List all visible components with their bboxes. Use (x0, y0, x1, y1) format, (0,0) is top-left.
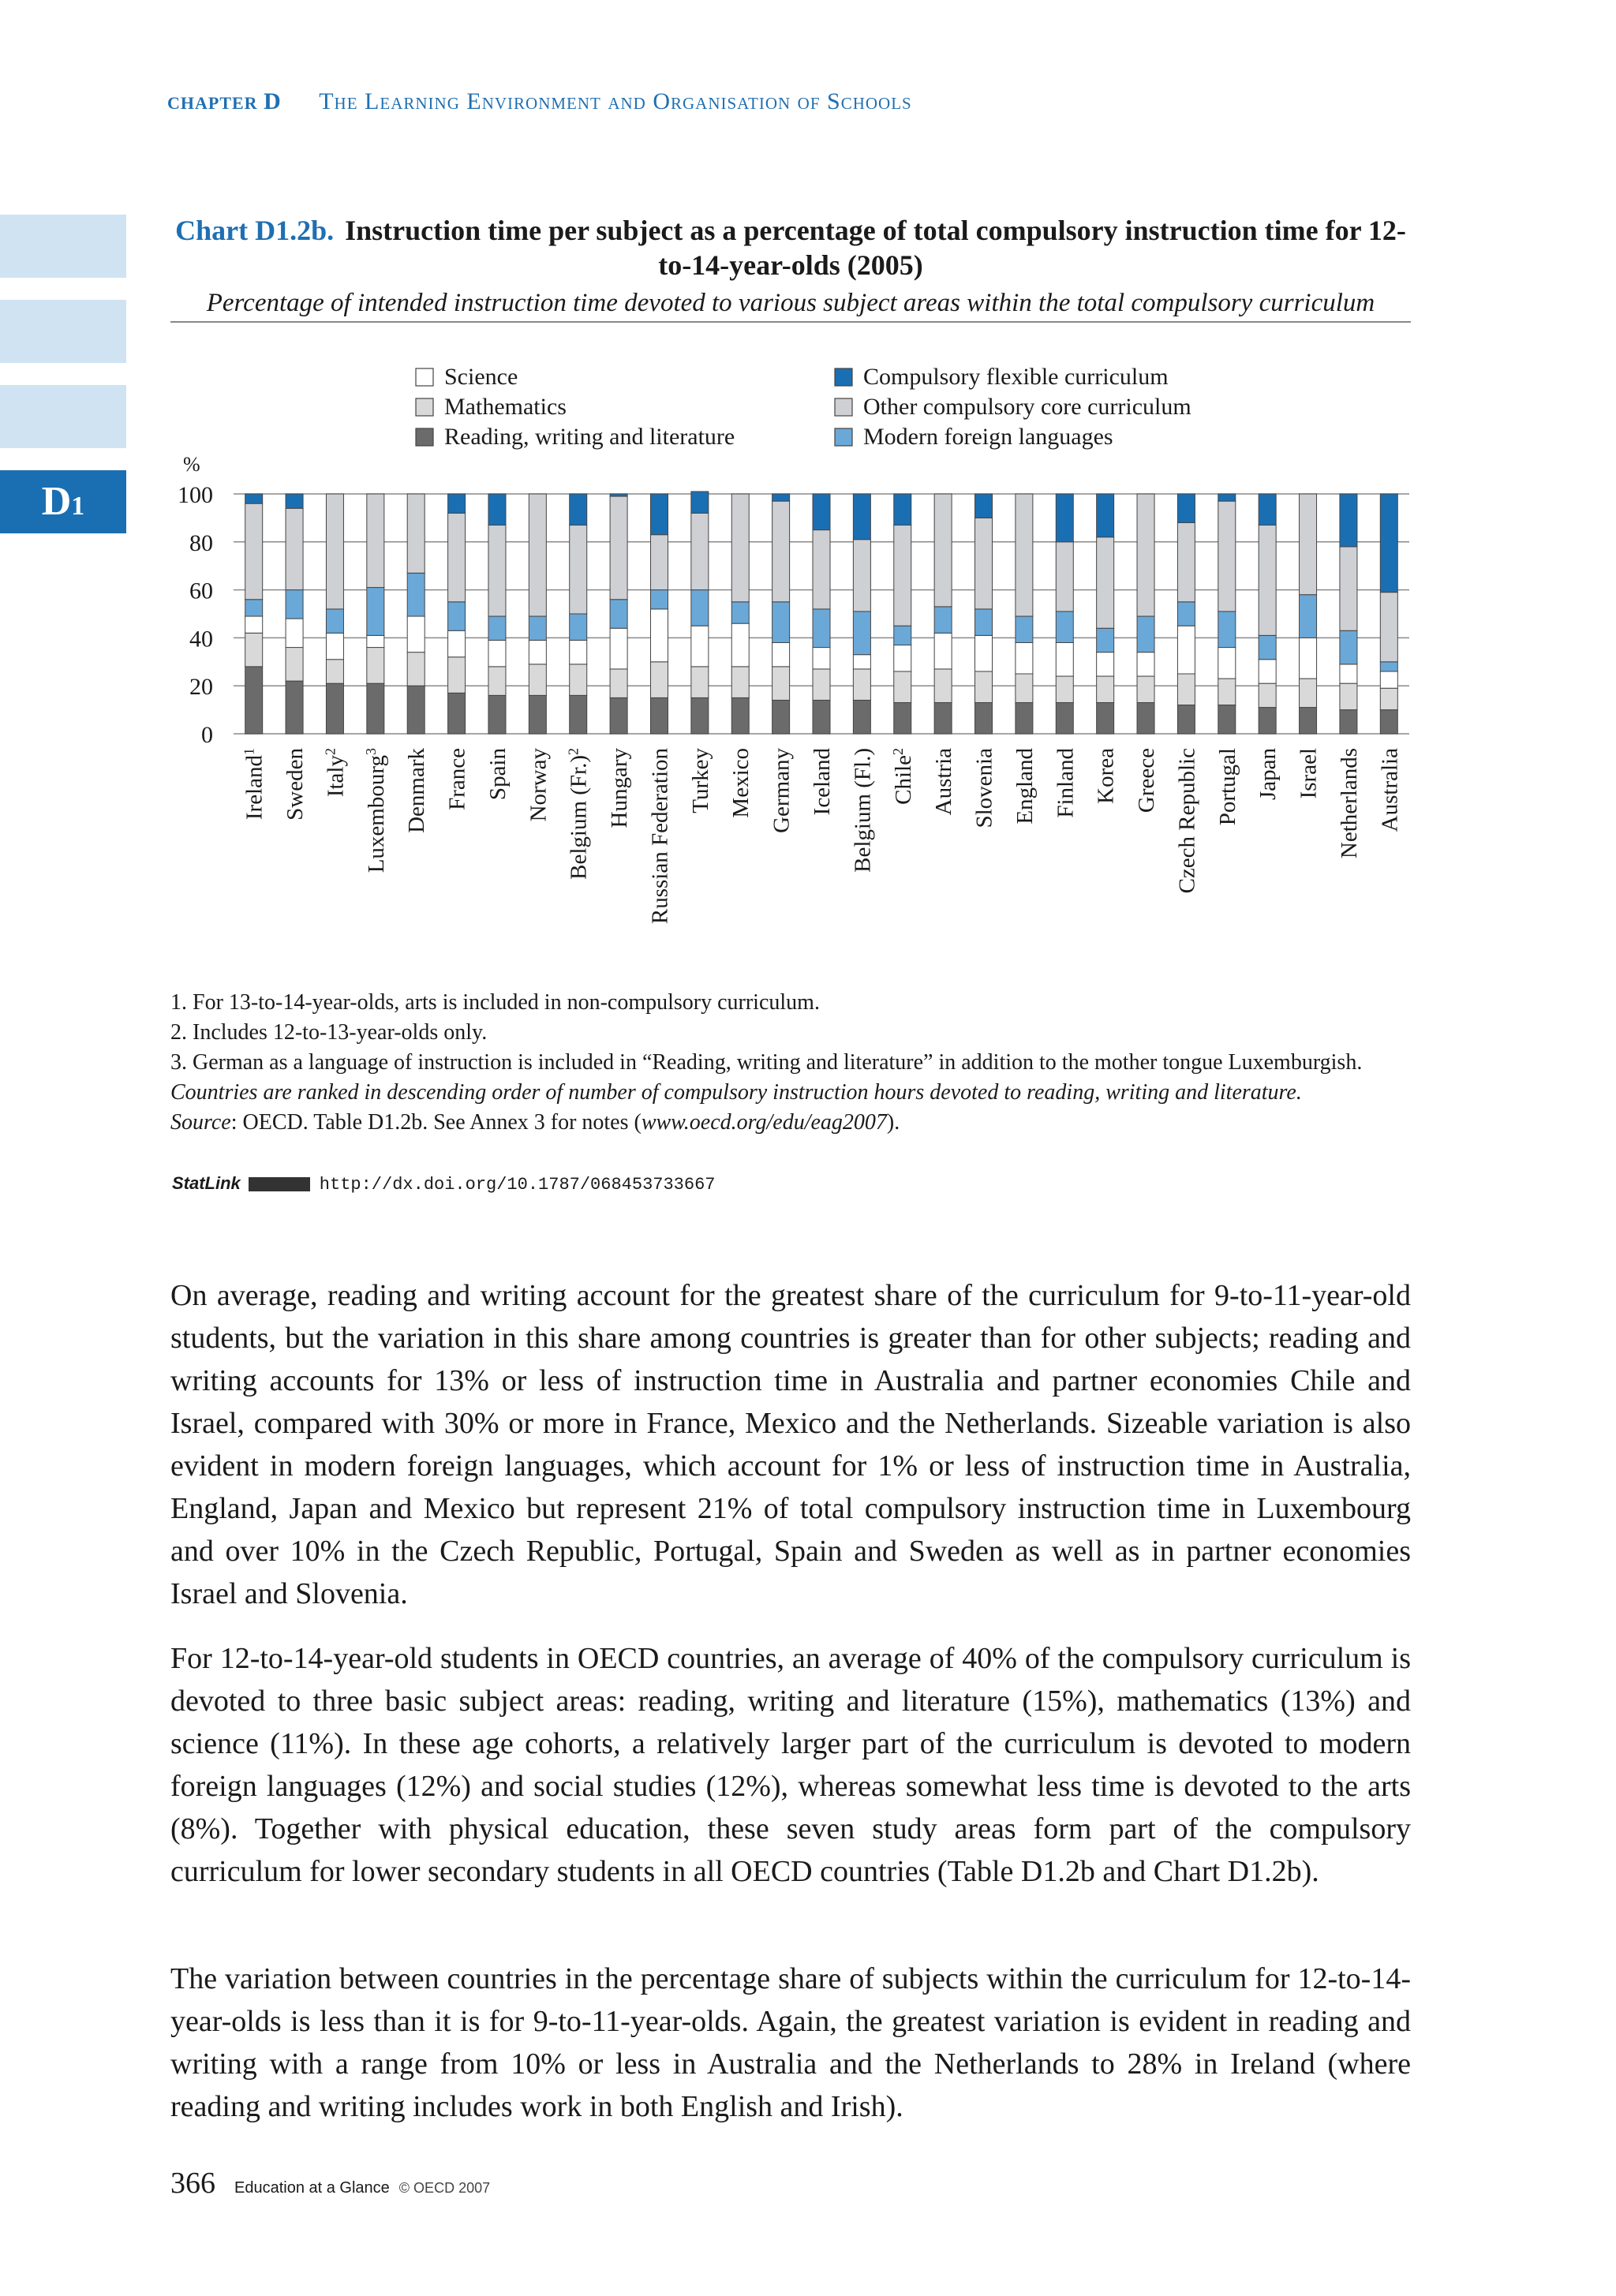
bar-segment (245, 494, 263, 503)
bar-segment (1097, 653, 1114, 676)
bar-segment (1300, 494, 1317, 595)
page-number: 366 (170, 2167, 215, 2200)
bar-segment (488, 616, 506, 640)
bar-segment (1300, 638, 1317, 679)
bar-segment (570, 664, 587, 696)
bar-segment (286, 648, 303, 682)
bar-segment (488, 695, 506, 734)
bar-segment (488, 525, 506, 617)
page-footer (170, 2166, 490, 2201)
bar-segment (650, 535, 668, 590)
bar-segment (326, 683, 343, 734)
ranking-note: Countries are ranked in descending order of number of compulsory instruction hours devoted to reading, writing and literature. (170, 1080, 1302, 1105)
category-label: Slovenia (971, 748, 997, 828)
category-superscript: 2 (565, 748, 582, 755)
category-label: Italy$^2$ (322, 748, 349, 798)
bar-segment (853, 669, 870, 701)
legend-label: Compulsory flexible curriculum (863, 364, 1169, 390)
bar-segment (1259, 525, 1276, 636)
bar-segment (1380, 688, 1397, 709)
bar-segment (367, 494, 384, 588)
bar-segment (731, 623, 749, 667)
bar-segment (529, 616, 546, 640)
category-label: Australia (1377, 748, 1403, 832)
category-label: Hungary (607, 748, 633, 828)
body-paragraph: The variation between countries in the percentage share of subjects within the curriculum for 12-to-14-year-olds is less than it is for 9-to-11-year-olds. Again, the greatest variation is evident in reading and writing with a range from 10% or less in Australia and the Netherlands to 28% in Ireland (where reading and writing includes work in both English and Irish). (170, 1962, 1411, 2123)
category-label: Turkey (687, 748, 713, 813)
bar-segment (1177, 494, 1195, 522)
bar-segment (1300, 679, 1317, 707)
bar-segment (813, 669, 830, 701)
bar-segment (1218, 494, 1236, 501)
category-superscript: 1 (241, 748, 257, 755)
bar-segment (1177, 522, 1195, 601)
bar-segment (1016, 702, 1033, 734)
bar-segment (245, 667, 263, 734)
statlink-logo-icon (249, 1177, 310, 1191)
bar-segment (1218, 648, 1236, 679)
category-label: Spain (484, 748, 511, 801)
bar-segment (286, 590, 303, 619)
bar-segment (650, 662, 668, 698)
bar-segment (1056, 494, 1073, 542)
note-1: 1. For 13-to-14-year-olds, arts is included in non-compulsory curriculum. (170, 990, 820, 1015)
bar-segment (1016, 494, 1033, 616)
category-label: Austria (931, 748, 957, 816)
legend-swatch (835, 368, 852, 386)
bar-segment (488, 494, 506, 525)
source-text: : OECD. Table D1.2b. See Annex 3 for notes ( (230, 1110, 642, 1135)
bar-segment (934, 494, 952, 607)
category-label: Japan (1255, 748, 1281, 801)
bar-segment (813, 530, 830, 609)
y-tick-label: 20 (189, 674, 213, 701)
bar-segment (448, 494, 466, 513)
bar-segment (650, 494, 668, 535)
bar-segment (610, 496, 627, 600)
category-superscript: 2 (322, 748, 339, 755)
bar-segment (1137, 616, 1154, 653)
bar-segment (1016, 642, 1033, 674)
y-tick-label: 80 (189, 529, 213, 556)
bar-segment (326, 494, 343, 609)
bar-segment (975, 702, 993, 734)
bar-segment (975, 518, 993, 609)
category-label: France (444, 748, 470, 810)
bar-segment (650, 609, 668, 662)
bar-segment (1177, 674, 1195, 705)
bar-segment (894, 626, 911, 645)
bar-segment (934, 633, 952, 669)
bar-segment (853, 540, 870, 611)
category-label: Iceland (810, 748, 835, 816)
bar-segment (772, 602, 790, 643)
bar-segment (1056, 702, 1073, 734)
bar-segment (367, 635, 384, 647)
bar-segment (286, 681, 303, 734)
bar-segment (1016, 616, 1033, 642)
bar-segment (975, 671, 993, 703)
bar-segment (1097, 537, 1114, 629)
bar-segment (1259, 660, 1276, 683)
bar-segment (570, 525, 587, 614)
bar-segment (1340, 494, 1357, 547)
bar-segment (1097, 676, 1114, 702)
bar-segment (488, 640, 506, 666)
note-3: 3. German as a language of instruction is included in “Reading, writing and literature” in addition to the mother tongue Luxemburgish. (170, 1050, 1363, 1075)
chart-title-text: Instruction time per subject as a percentage of total compulsory instruction time for 12-to-14-year-olds (2005) (345, 215, 1406, 281)
source-label: Source (170, 1110, 231, 1135)
bar-segment (1016, 674, 1033, 702)
bar-segment (529, 664, 546, 696)
legend-swatch (835, 428, 852, 446)
legend-label: Mathematics (444, 394, 567, 420)
bar-segment (286, 494, 303, 508)
bar-segment (1177, 705, 1195, 734)
bar-segment (1137, 702, 1154, 734)
category-label: Czech Republic (1174, 748, 1200, 894)
bar-segment (1137, 653, 1154, 676)
category-label: Netherlands (1336, 748, 1362, 859)
y-axis-label: % (183, 453, 200, 476)
bar-segment (1300, 595, 1317, 638)
bar-segment (570, 494, 587, 525)
bar-segment (1259, 635, 1276, 659)
y-tick-label: 60 (189, 578, 213, 604)
bar-segment (1259, 683, 1276, 707)
category-label: Russian Federation (647, 748, 673, 925)
category-label: Denmark (404, 748, 430, 833)
bar-segment (245, 633, 263, 667)
bar-segment (407, 616, 425, 653)
bar-segment (407, 573, 425, 616)
bar-segment (610, 494, 627, 496)
section-title: The Learning Environment and Organisation of Schools (319, 88, 912, 114)
category-label: Sweden (282, 748, 309, 821)
category-label: Chile$^2$ (889, 748, 916, 805)
category-label: Korea (1093, 748, 1119, 804)
bar-segment (245, 503, 263, 600)
category-label: Ireland$^1$ (241, 748, 267, 821)
bar-segment (1097, 494, 1114, 537)
bar-segment (813, 494, 830, 530)
bar-segment (448, 513, 466, 601)
bar-segment (691, 697, 709, 734)
bar-segment (326, 660, 343, 683)
bar-segment (1340, 547, 1357, 630)
legend-swatch (416, 398, 433, 416)
stacked-bar-chart (0, 0, 1616, 970)
category-superscript: 2 (889, 748, 906, 755)
bar-segment (1097, 628, 1114, 652)
bar-segment (691, 667, 709, 698)
bar-segment (286, 619, 303, 647)
bar-segment (1340, 664, 1357, 683)
category-label: Portugal (1214, 748, 1240, 826)
bar-segment (1380, 593, 1397, 662)
bar-segment (1259, 494, 1276, 525)
chart-notes (170, 988, 1417, 1138)
bar-segment (772, 700, 790, 734)
bar-segment (407, 494, 425, 573)
side-tab-code: D (41, 479, 72, 524)
bar-segment (1380, 671, 1397, 688)
bar-segment (975, 494, 993, 518)
bar-segment (367, 648, 384, 684)
bar-segment (1056, 676, 1073, 702)
note-2: 2. Includes 12-to-13-year-olds only. (170, 1020, 488, 1045)
bar-segment (1056, 642, 1073, 676)
category-label: Belgium $(Fr.)^2$ (565, 748, 592, 880)
bar-segment (407, 686, 425, 734)
source-end: ). (886, 1110, 900, 1135)
legend-swatch (835, 398, 852, 416)
chapter-letter: D (264, 88, 282, 114)
copyright: © OECD 2007 (398, 2180, 491, 2196)
bar-segment (650, 697, 668, 734)
bar-segment (1380, 662, 1397, 671)
bar-segment (1177, 602, 1195, 626)
statlink-label: StatLink (172, 1173, 241, 1193)
chapter-word: CHAPTER (167, 93, 258, 113)
category-label: Finland (1053, 748, 1079, 818)
bar-segment (570, 695, 587, 734)
bar-segment (691, 513, 709, 589)
bar-segment (1056, 542, 1073, 611)
bar-segment (367, 588, 384, 636)
bar-segment (488, 667, 506, 695)
category-label: Germany (769, 748, 795, 833)
bar-segment (772, 642, 790, 666)
bar-segment (286, 508, 303, 589)
bar-segment (367, 683, 384, 734)
bar-segment (772, 667, 790, 701)
bar-segment (529, 640, 546, 664)
legend-label: Science (444, 364, 518, 390)
bar-segment (691, 590, 709, 626)
bar-segment (245, 600, 263, 616)
bar-segment (894, 494, 911, 525)
category-label: Israel (1296, 748, 1322, 799)
bar-segment (853, 700, 870, 734)
category-label: Mexico (728, 748, 754, 818)
category-superscript: 3 (362, 748, 379, 755)
bar-segment (934, 702, 952, 734)
statlink (172, 1173, 715, 1195)
bar-segment (894, 525, 911, 626)
bar-segment (731, 697, 749, 734)
bar-segment (529, 695, 546, 734)
source-url[interactable]: www.oecd.org/edu/eag2007 (641, 1110, 887, 1135)
legend-label: Modern foreign languages (863, 424, 1113, 450)
bar-segment (448, 602, 466, 630)
y-tick-label: 40 (189, 626, 213, 653)
bar-segment (1380, 710, 1397, 734)
category-label: Luxembourg$^3$ (362, 748, 389, 873)
chart-label: Chart D1.2b. (175, 215, 335, 246)
bar-segment (1340, 630, 1357, 664)
bar-segment (570, 614, 587, 640)
bar-segment (407, 653, 425, 686)
bar-segment (245, 616, 263, 633)
bar-segment (1218, 679, 1236, 705)
publication-title: Education at a Glance (234, 2179, 390, 2197)
bar-segment (610, 697, 627, 734)
bar-segment (610, 600, 627, 628)
bar-segment (894, 671, 911, 703)
bar-segment (1218, 611, 1236, 648)
bar-segment (813, 700, 830, 734)
bar-segment (853, 611, 870, 655)
bar-segment (975, 609, 993, 635)
bar-segment (610, 669, 627, 697)
bar-segment (691, 626, 709, 667)
legend-label: Other compulsory core curriculum (863, 394, 1191, 420)
bar-segment (326, 633, 343, 659)
body-paragraph: On average, reading and writing account for the greatest share of the curriculum for 9-to-11-year-old students, but the variation in this share among countries is greater than for other subjects; reading and writing accounts for 13% or less of instruction time in Australia and partner economies Chile and Israel, compared with 30% or more in France, Mexico and the Netherlands. Sizeable variation is also evident in modern foreign languages, which account for 1% or less of instruction time in Australia, England, Japan and Mexico but represent 21% of total compulsory instruction time in Luxembourg and over 10% in the Czech Republic, Portugal, Spain and Sweden as well as in partner economies Israel and Slovenia. (170, 1279, 1411, 1610)
bar-segment (813, 648, 830, 669)
source-note (170, 1108, 1417, 1138)
bar-segment (731, 667, 749, 698)
bar-segment (1340, 710, 1357, 734)
statlink-url[interactable]: http://dx.doi.org/10.1787/068453733667 (319, 1175, 716, 1195)
legend-swatch (416, 368, 433, 386)
bar-segment (691, 492, 709, 513)
category-label: Belgium (Fl.) (850, 748, 876, 873)
bar-segment (1340, 683, 1357, 709)
body-paragraph: For 12-to-14-year-old students in OECD countries, an average of 40% of the compulsory curriculum is devoted to three basic subject areas: reading, writing and literature (15%), mathematics (13%) and science (11%). In these age cohorts, a relatively larger part of the curriculum is devoted to modern foreign languages (12%) and social studies (12%), whereas somewhat less time is devoted to the arts (8%). Together with physical education, these seven study areas form part of the compulsory curriculum for lower secondary students in all OECD countries (Table D1.2b and Chart D1.2b). (170, 1642, 1411, 1888)
bar-segment (975, 635, 993, 671)
category-label: England (1012, 748, 1038, 825)
bar-segment (853, 655, 870, 669)
y-tick-label: 100 (178, 482, 213, 508)
bar-segment (1097, 702, 1114, 734)
bar-segment (448, 630, 466, 656)
bar-segment (326, 609, 343, 633)
bar-segment (1218, 501, 1236, 611)
bar-segment (1056, 611, 1073, 643)
bar-segment (934, 669, 952, 703)
legend-swatch (416, 428, 433, 446)
bar-segment (1380, 494, 1397, 593)
chart-subtitle: Percentage of intended instruction time devoted to various subject areas within the total compulsory curriculum (170, 289, 1411, 323)
bar-segment (650, 590, 668, 609)
y-tick-label: 0 (201, 722, 213, 748)
bar-segment (731, 602, 749, 623)
bar-segment (894, 702, 911, 734)
bar-segment (731, 494, 749, 602)
legend-label: Reading, writing and literature (444, 424, 735, 450)
category-label: Norway (526, 748, 552, 822)
category-label: Greece (1134, 748, 1160, 813)
bar-segment (1218, 705, 1236, 734)
bar-segment (1137, 494, 1154, 616)
bar-segment (1137, 676, 1154, 702)
bar-segment (772, 494, 790, 501)
bar-segment (1300, 708, 1317, 734)
bar-segment (1259, 708, 1276, 734)
bar-segment (570, 640, 587, 664)
bar-segment (1177, 626, 1195, 674)
bar-segment (772, 501, 790, 602)
bar-segment (448, 657, 466, 694)
bar-segment (853, 494, 870, 540)
bar-segment (813, 609, 830, 648)
bar-segment (610, 628, 627, 669)
side-tab-num: 1 (71, 492, 85, 521)
bar-segment (934, 607, 952, 633)
bar-segment (894, 645, 911, 671)
bar-segment (448, 693, 466, 734)
bar-segment (529, 494, 546, 616)
